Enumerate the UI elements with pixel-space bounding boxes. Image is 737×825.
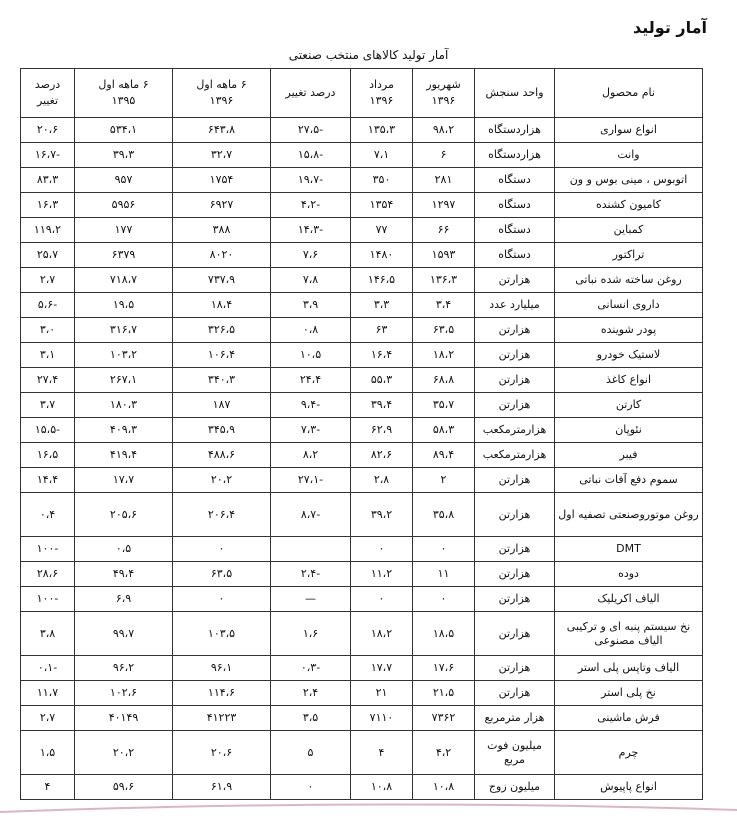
header-six95-label: ۶ ماهه اول: [98, 78, 149, 91]
table-row: [21, 218, 703, 243]
cell-pct-six: ۴: [21, 775, 75, 800]
cell-six95: ۱۷۷: [75, 218, 173, 243]
cell-six96: ۶۹۲۷: [173, 193, 271, 218]
cell-six95: ۶۳۷۹: [75, 243, 173, 268]
cell-mordad: ۵۵،۳: [351, 368, 413, 393]
cell-shahrivar: ۲: [413, 468, 475, 493]
cell-mordad: ۱۱،۲: [351, 562, 413, 587]
cell-six96: ۶۳،۵: [173, 562, 271, 587]
cell-six96: ۶۱،۹: [173, 775, 271, 800]
cell-pct-month: -۲۷،۱: [271, 468, 351, 493]
cell-shahrivar: ۰: [413, 537, 475, 562]
cell-six95: ۴۹،۴: [75, 562, 173, 587]
cell-six95: ۴۰۱۴۹: [75, 706, 173, 731]
table-row: [21, 393, 703, 418]
cell-mordad: ۱۳۵،۳: [351, 118, 413, 143]
cell-product: کامیون کشنده: [555, 193, 703, 218]
header-six96-year: ۱۳۹۶: [209, 94, 234, 107]
table-row: [21, 656, 703, 681]
table-row: [21, 193, 703, 218]
table-row: [21, 537, 703, 562]
cell-pct-six: ۱۱۹،۲: [21, 218, 75, 243]
cell-product: فرش ماشینی: [555, 706, 703, 731]
table-row: [21, 243, 703, 268]
cell-unit: هزارتن: [475, 268, 555, 293]
cell-shahrivar: ۶۳،۵: [413, 318, 475, 343]
cell-unit: میلیارد عدد: [475, 293, 555, 318]
cell-six95: ۴۱۹،۴: [75, 443, 173, 468]
cell-six95: ۷۱۸،۷: [75, 268, 173, 293]
cell-six96: ۲۰۶،۴: [173, 493, 271, 537]
cell-pct-six: ۱۶،۵: [21, 443, 75, 468]
cell-product: روغن موتوروصنعتی تصفیه اول: [555, 493, 703, 537]
cell-pct-six: -۵،۶: [21, 293, 75, 318]
header-product: نام محصول: [555, 69, 703, 118]
cell-six96: ۱۰۳،۵: [173, 612, 271, 656]
cell-pct-six: ۲،۷: [21, 268, 75, 293]
cell-pct-month: ۲،۴: [271, 681, 351, 706]
table-row: [21, 562, 703, 587]
cell-pct-month: -۲۷،۵: [271, 118, 351, 143]
header-shahrivar-month: شهریور: [426, 78, 461, 91]
cell-product: پودر شوینده: [555, 318, 703, 343]
cell-six95: ۱۰۲،۶: [75, 681, 173, 706]
cell-pct-month: —: [271, 587, 351, 612]
cell-shahrivar: ۲۱،۵: [413, 681, 475, 706]
cell-six96: ۳۲،۷: [173, 143, 271, 168]
cell-unit: هزارتن: [475, 656, 555, 681]
cell-shahrivar: ۶: [413, 143, 475, 168]
table-row: [21, 681, 703, 706]
cell-mordad: ۶۲،۹: [351, 418, 413, 443]
cell-shahrivar: ۱۳۶،۳: [413, 268, 475, 293]
cell-shahrivar: ۴،۲: [413, 731, 475, 775]
cell-six95: ۶،۹: [75, 587, 173, 612]
table-row: [21, 293, 703, 318]
cell-pct-month: ۷،۶: [271, 243, 351, 268]
cell-six96: ۱۸،۴: [173, 293, 271, 318]
cell-unit: هزارتن: [475, 493, 555, 537]
cell-unit: هزارتن: [475, 681, 555, 706]
cell-mordad: ۱۳۵۴: [351, 193, 413, 218]
cell-six96: ۴۸۸،۶: [173, 443, 271, 468]
cell-mordad: ۱۶،۴: [351, 343, 413, 368]
cell-pct-month: -۴،۲: [271, 193, 351, 218]
cell-unit: هزارمترمکعب: [475, 418, 555, 443]
table-body: [21, 118, 703, 800]
cell-product: کمباین: [555, 218, 703, 243]
cell-shahrivar: ۶۶: [413, 218, 475, 243]
table-row: [21, 143, 703, 168]
cell-pct-six: -۱۶،۷: [21, 143, 75, 168]
cell-six95: ۲۰۵،۶: [75, 493, 173, 537]
table-row: [21, 318, 703, 343]
cell-unit: هزارتن: [475, 393, 555, 418]
header-mordad: [351, 69, 413, 118]
cell-product: تراکتور: [555, 243, 703, 268]
header-six95-year: ۱۳۹۵: [111, 94, 136, 107]
cell-product: وانت: [555, 143, 703, 168]
cell-pct-month: ۱۰،۵: [271, 343, 351, 368]
cell-product: انواع پاپیوش: [555, 775, 703, 800]
cell-six96: ۰: [173, 587, 271, 612]
cell-mordad: ۶۳: [351, 318, 413, 343]
cell-six95: ۳۹،۳: [75, 143, 173, 168]
cell-pct-month: ۲۴،۴: [271, 368, 351, 393]
cell-pct-month: -۸،۷: [271, 493, 351, 537]
cell-six96: ۹۶،۱: [173, 656, 271, 681]
cell-pct-six: ۳،۷: [21, 393, 75, 418]
cell-six96: ۳۲۶،۵: [173, 318, 271, 343]
header-six95: [75, 69, 173, 118]
cell-product: فیبر: [555, 443, 703, 468]
header-shahrivar: [413, 69, 475, 118]
cell-shahrivar: ۱۷،۶: [413, 656, 475, 681]
cell-product: نئوپان: [555, 418, 703, 443]
table-row: [21, 493, 703, 537]
cell-pct-six: ۲۸،۶: [21, 562, 75, 587]
cell-unit: هزارتن: [475, 318, 555, 343]
cell-shahrivar: ۱۰،۸: [413, 775, 475, 800]
cell-unit: هزارتن: [475, 468, 555, 493]
cell-unit: هزارتن: [475, 587, 555, 612]
cell-product: اتوبوس ، مینی بوس و ون: [555, 168, 703, 193]
table-row: [21, 168, 703, 193]
cell-pct-month: ۸،۲: [271, 443, 351, 468]
cell-mordad: ۱۷،۷: [351, 656, 413, 681]
cell-pct-month: ۳،۹: [271, 293, 351, 318]
cell-pct-month: -۰،۳: [271, 656, 351, 681]
cell-six95: ۹۹،۷: [75, 612, 173, 656]
cell-unit: میلیون زوج: [475, 775, 555, 800]
cell-unit: هزار مترمربع: [475, 706, 555, 731]
cell-pct-six: ۳،۱: [21, 343, 75, 368]
header-unit: واحد سنجش: [475, 69, 555, 118]
cell-pct-month: -۷،۳: [271, 418, 351, 443]
cell-shahrivar: ۵۸،۳: [413, 418, 475, 443]
cell-six95: ۵۹۵۶: [75, 193, 173, 218]
cell-product: کارتن: [555, 393, 703, 418]
cell-unit: هزاردستگاه: [475, 118, 555, 143]
cell-six96: ۶۴۳،۸: [173, 118, 271, 143]
cell-six96: ۳۴۰،۳: [173, 368, 271, 393]
cell-mordad: ۲۱: [351, 681, 413, 706]
cell-mordad: ۷۷: [351, 218, 413, 243]
cell-pct-six: ۱۴،۴: [21, 468, 75, 493]
cell-product: سموم دفع آفات نباتی: [555, 468, 703, 493]
cell-unit: میلیون فوت مربع: [475, 731, 555, 775]
cell-pct-six: -۰،۱: [21, 656, 75, 681]
header-mordad-month: مرداد: [369, 78, 394, 91]
cell-shahrivar: ۱۸،۲: [413, 343, 475, 368]
cell-six96: ۷۳۷،۹: [173, 268, 271, 293]
header-mordad-year: ۱۳۹۶: [369, 94, 394, 107]
cell-pct-six: ۲،۷: [21, 706, 75, 731]
cell-pct-month: ۳،۵: [271, 706, 351, 731]
cell-mordad: ۷،۱: [351, 143, 413, 168]
decorative-curve: [0, 800, 737, 825]
cell-six96: ۲۰،۲: [173, 468, 271, 493]
cell-six95: ۲۶۷،۱: [75, 368, 173, 393]
table-row: [21, 731, 703, 775]
cell-six96: ۸۰۲۰: [173, 243, 271, 268]
cell-six95: ۰،۵: [75, 537, 173, 562]
cell-product: دوده: [555, 562, 703, 587]
cell-unit: دستگاه: [475, 193, 555, 218]
cell-pct-six: ۱،۵: [21, 731, 75, 775]
cell-mordad: ۳۵۰: [351, 168, 413, 193]
cell-shahrivar: ۱۲۹۷: [413, 193, 475, 218]
cell-six96: ۱۱۴،۶: [173, 681, 271, 706]
cell-mordad: ۳۹،۲: [351, 493, 413, 537]
header-six96: [173, 69, 271, 118]
cell-pct-month: ۱،۶: [271, 612, 351, 656]
cell-six96: ۳۸۸: [173, 218, 271, 243]
table-row: [21, 343, 703, 368]
cell-mordad: ۴: [351, 731, 413, 775]
cell-pct-month: ۰: [271, 775, 351, 800]
cell-mordad: ۲،۸: [351, 468, 413, 493]
cell-mordad: ۱۸،۲: [351, 612, 413, 656]
cell-mordad: ۷۱۱۰: [351, 706, 413, 731]
header-shahrivar-year: ۱۳۹۶: [431, 94, 456, 107]
table-row: [21, 706, 703, 731]
table-row: [21, 418, 703, 443]
cell-pct-six: -۱۰۰: [21, 587, 75, 612]
cell-unit: دستگاه: [475, 243, 555, 268]
cell-product: نخ سیستم پنبه ای و ترکیبی الیاف مصنوعی: [555, 612, 703, 656]
cell-product: الیاف وتاپس پلی استر: [555, 656, 703, 681]
cell-shahrivar: ۳۵،۷: [413, 393, 475, 418]
cell-shahrivar: ۶۸،۸: [413, 368, 475, 393]
cell-mordad: ۸۲،۶: [351, 443, 413, 468]
table-row: [21, 443, 703, 468]
cell-shahrivar: ۲۸۱: [413, 168, 475, 193]
cell-product: نخ پلی استر: [555, 681, 703, 706]
cell-pct-six: -۱۰۰: [21, 537, 75, 562]
cell-product: روغن ساخته شده نباتی: [555, 268, 703, 293]
cell-product: الیاف اکریلیک: [555, 587, 703, 612]
cell-unit: هزارمترمکعب: [475, 443, 555, 468]
cell-shahrivar: ۳۵،۸: [413, 493, 475, 537]
cell-pct-month: ۵: [271, 731, 351, 775]
cell-pct-six: ۳،۰: [21, 318, 75, 343]
cell-pct-month: [271, 537, 351, 562]
cell-pct-six: ۲۷،۴: [21, 368, 75, 393]
cell-shahrivar: ۹۸،۲: [413, 118, 475, 143]
cell-shahrivar: ۱۵۹۳: [413, 243, 475, 268]
cell-mordad: ۱۴۶،۵: [351, 268, 413, 293]
cell-unit: دستگاه: [475, 168, 555, 193]
cell-pct-month: -۱۹،۷: [271, 168, 351, 193]
header-row: [21, 69, 703, 118]
table-row: [21, 118, 703, 143]
cell-pct-month: -۱۵،۸: [271, 143, 351, 168]
cell-unit: هزارتن: [475, 343, 555, 368]
cell-pct-six: ۲۰،۶: [21, 118, 75, 143]
cell-six95: ۵۳۴،۱: [75, 118, 173, 143]
cell-unit: هزارتن: [475, 562, 555, 587]
cell-pct-month: ۰،۸: [271, 318, 351, 343]
cell-product: چرم: [555, 731, 703, 775]
cell-six95: ۹۵۷: [75, 168, 173, 193]
cell-six95: ۴۰۹،۳: [75, 418, 173, 443]
cell-pct-month: -۱۴،۳: [271, 218, 351, 243]
cell-product: انواع کاغذ: [555, 368, 703, 393]
cell-product: انواع سواری: [555, 118, 703, 143]
cell-six95: ۹۶،۲: [75, 656, 173, 681]
cell-pct-six: -۱۵،۵: [21, 418, 75, 443]
page-title: آمار تولید: [633, 18, 707, 37]
cell-pct-six: ۲۵،۷: [21, 243, 75, 268]
cell-mordad: ۰: [351, 537, 413, 562]
cell-pct-month: ۷،۸: [271, 268, 351, 293]
table-row: [21, 775, 703, 800]
cell-six95: ۱۹،۵: [75, 293, 173, 318]
cell-pct-month: -۲،۴: [271, 562, 351, 587]
cell-six95: ۱۰۳،۲: [75, 343, 173, 368]
cell-shahrivar: ۱۱: [413, 562, 475, 587]
cell-pct-six: ۸۳،۳: [21, 168, 75, 193]
cell-mordad: ۰: [351, 587, 413, 612]
cell-shahrivar: ۱۸،۵: [413, 612, 475, 656]
cell-six96: ۳۴۵،۹: [173, 418, 271, 443]
table-title: آمار تولید کالاهای منتخب صنعتی: [288, 48, 449, 62]
table-row: [21, 268, 703, 293]
cell-six96: ۴۱۲۲۳: [173, 706, 271, 731]
cell-six96: ۱۸۷: [173, 393, 271, 418]
table-row: [21, 468, 703, 493]
header-pct-month: درصد تغییر: [271, 69, 351, 118]
cell-shahrivar: ۷۳۶۲: [413, 706, 475, 731]
table-row: [21, 368, 703, 393]
cell-product: DMT: [555, 537, 703, 562]
cell-six96: ۱۰۶،۴: [173, 343, 271, 368]
cell-six95: ۱۷،۷: [75, 468, 173, 493]
cell-pct-six: ۱۶،۳: [21, 193, 75, 218]
cell-unit: هزارتن: [475, 368, 555, 393]
cell-unit: هزاردستگاه: [475, 143, 555, 168]
cell-mordad: ۱۰،۸: [351, 775, 413, 800]
cell-product: داروی انسانی: [555, 293, 703, 318]
cell-pct-six: ۳،۸: [21, 612, 75, 656]
cell-shahrivar: ۰: [413, 587, 475, 612]
cell-product: لاستیک خودرو: [555, 343, 703, 368]
cell-six95: ۲۰،۲: [75, 731, 173, 775]
cell-unit: هزارتن: [475, 612, 555, 656]
cell-six96: ۲۰،۶: [173, 731, 271, 775]
cell-six96: ۰: [173, 537, 271, 562]
cell-six95: ۵۹،۶: [75, 775, 173, 800]
table-row: [21, 612, 703, 656]
cell-pct-month: -۹،۴: [271, 393, 351, 418]
cell-six95: ۱۸۰،۳: [75, 393, 173, 418]
production-table: [20, 68, 703, 800]
cell-mordad: ۳،۳: [351, 293, 413, 318]
cell-six95: ۳۱۶،۷: [75, 318, 173, 343]
header-pct-six: درصد تغییر: [21, 69, 75, 118]
cell-shahrivar: ۳،۴: [413, 293, 475, 318]
cell-pct-six: ۱۱،۷: [21, 681, 75, 706]
cell-pct-six: ۰،۴: [21, 493, 75, 537]
cell-shahrivar: ۸۹،۴: [413, 443, 475, 468]
cell-unit: هزارتن: [475, 537, 555, 562]
cell-unit: دستگاه: [475, 218, 555, 243]
cell-six96: ۱۷۵۴: [173, 168, 271, 193]
header-six96-label: ۶ ماهه اول: [196, 78, 247, 91]
table-row: [21, 587, 703, 612]
cell-mordad: ۳۹،۴: [351, 393, 413, 418]
cell-mordad: ۱۴۸۰: [351, 243, 413, 268]
